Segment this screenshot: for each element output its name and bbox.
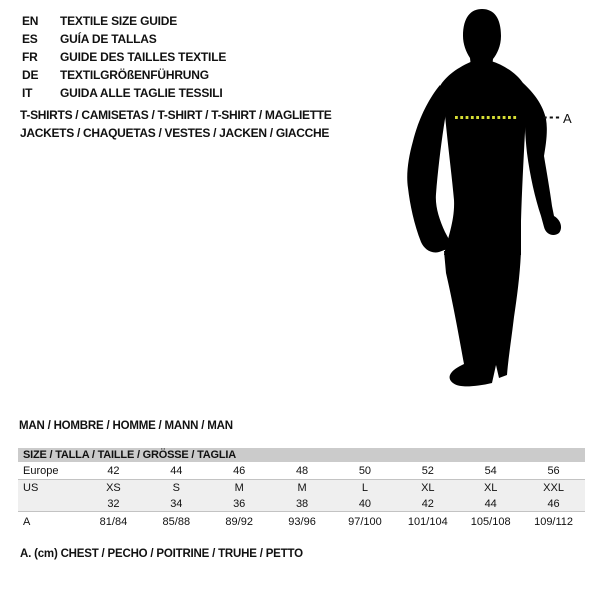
language-row [22,30,226,48]
language-code: EN [22,14,39,28]
section-title-man: MAN / HOMBRE / HOMME / MANN / MAN [19,420,233,432]
size-value: 52 [421,464,434,477]
size-value: 40 [358,497,372,510]
size-value: M [297,482,307,494]
size-value: 89/92 [225,516,253,528]
size-value: XL [421,482,435,494]
size-table-header: SIZE / TALLA / TAILLE / GRÖSSE / TAGLIA [18,448,585,462]
size-value: 81/84 [99,516,128,528]
size-value: 32 [107,497,120,510]
language-label: TEXTILGRÖßENFÜHRUNG [60,68,209,82]
size-value: 101/104 [407,516,448,528]
size-value: 56 [547,464,560,477]
silhouette-right-arm [523,83,561,235]
language-label: GUIDE DES TAILLES TEXTILE [60,50,227,64]
size-value: 34 [170,497,183,510]
silhouette-head [463,9,501,67]
size-value: 105/108 [470,516,511,528]
silhouette-legs [444,251,521,386]
size-value: 42 [421,497,434,510]
language-code: FR [22,50,38,64]
man-silhouette [407,9,561,386]
size-table [18,448,585,532]
size-value: 42 [107,464,120,477]
language-row [22,66,226,84]
language-list [22,12,226,102]
measure-label-a: A [563,111,572,126]
size-value: 36 [233,497,246,510]
table-row-europe [18,462,585,480]
size-value: S [172,482,180,494]
language-code: ES [22,32,38,46]
table-row-chest-a [18,512,585,532]
category-jackets: JACKETS / CHAQUETAS / VESTES / JACKEN / GIACCHE [20,126,330,140]
row-label: Europe [23,464,59,477]
language-label: GUÍA DE TALLAS [60,32,157,46]
category-list [20,106,332,142]
language-label: GUIDA ALLE TAGLIE TESSILI [60,86,223,100]
size-value: 48 [295,464,309,477]
language-row [22,84,226,102]
size-value: 38 [295,497,309,510]
size-value: XS [106,482,121,494]
language-row [22,12,226,30]
language-row [22,48,226,66]
size-value: 50 [358,464,372,477]
man-silhouette-figure [400,5,580,390]
size-value: 44 [170,464,183,477]
size-value: 93/96 [288,516,316,528]
size-value: 46 [233,464,246,477]
size-value: 44 [484,497,497,510]
size-value: 97/100 [348,516,382,528]
size-value: 54 [484,464,497,477]
size-value: L [361,482,368,494]
footnote-chest: A. (cm) CHEST / PECHO / POITRINE / TRUHE / PETTO [20,548,303,560]
row-label: US [23,482,39,494]
size-value: 46 [547,497,560,510]
size-value: M [234,482,244,494]
silhouette-torso [432,61,532,255]
size-value: 85/88 [162,516,191,528]
category-tshirts: T-SHIRTS / CAMISETAS / T-SHIRT / T-SHIRT / MAGLIETTE [20,108,332,122]
size-value: XXL [543,482,564,494]
language-code: DE [22,68,39,82]
row-label: A [23,516,31,528]
table-row-numeric [18,496,585,512]
language-label: TEXTILE SIZE GUIDE [60,14,178,28]
language-code: IT [22,86,33,100]
size-value: XL [483,482,498,494]
table-row-us [18,480,585,496]
size-value: 109/112 [534,516,574,528]
